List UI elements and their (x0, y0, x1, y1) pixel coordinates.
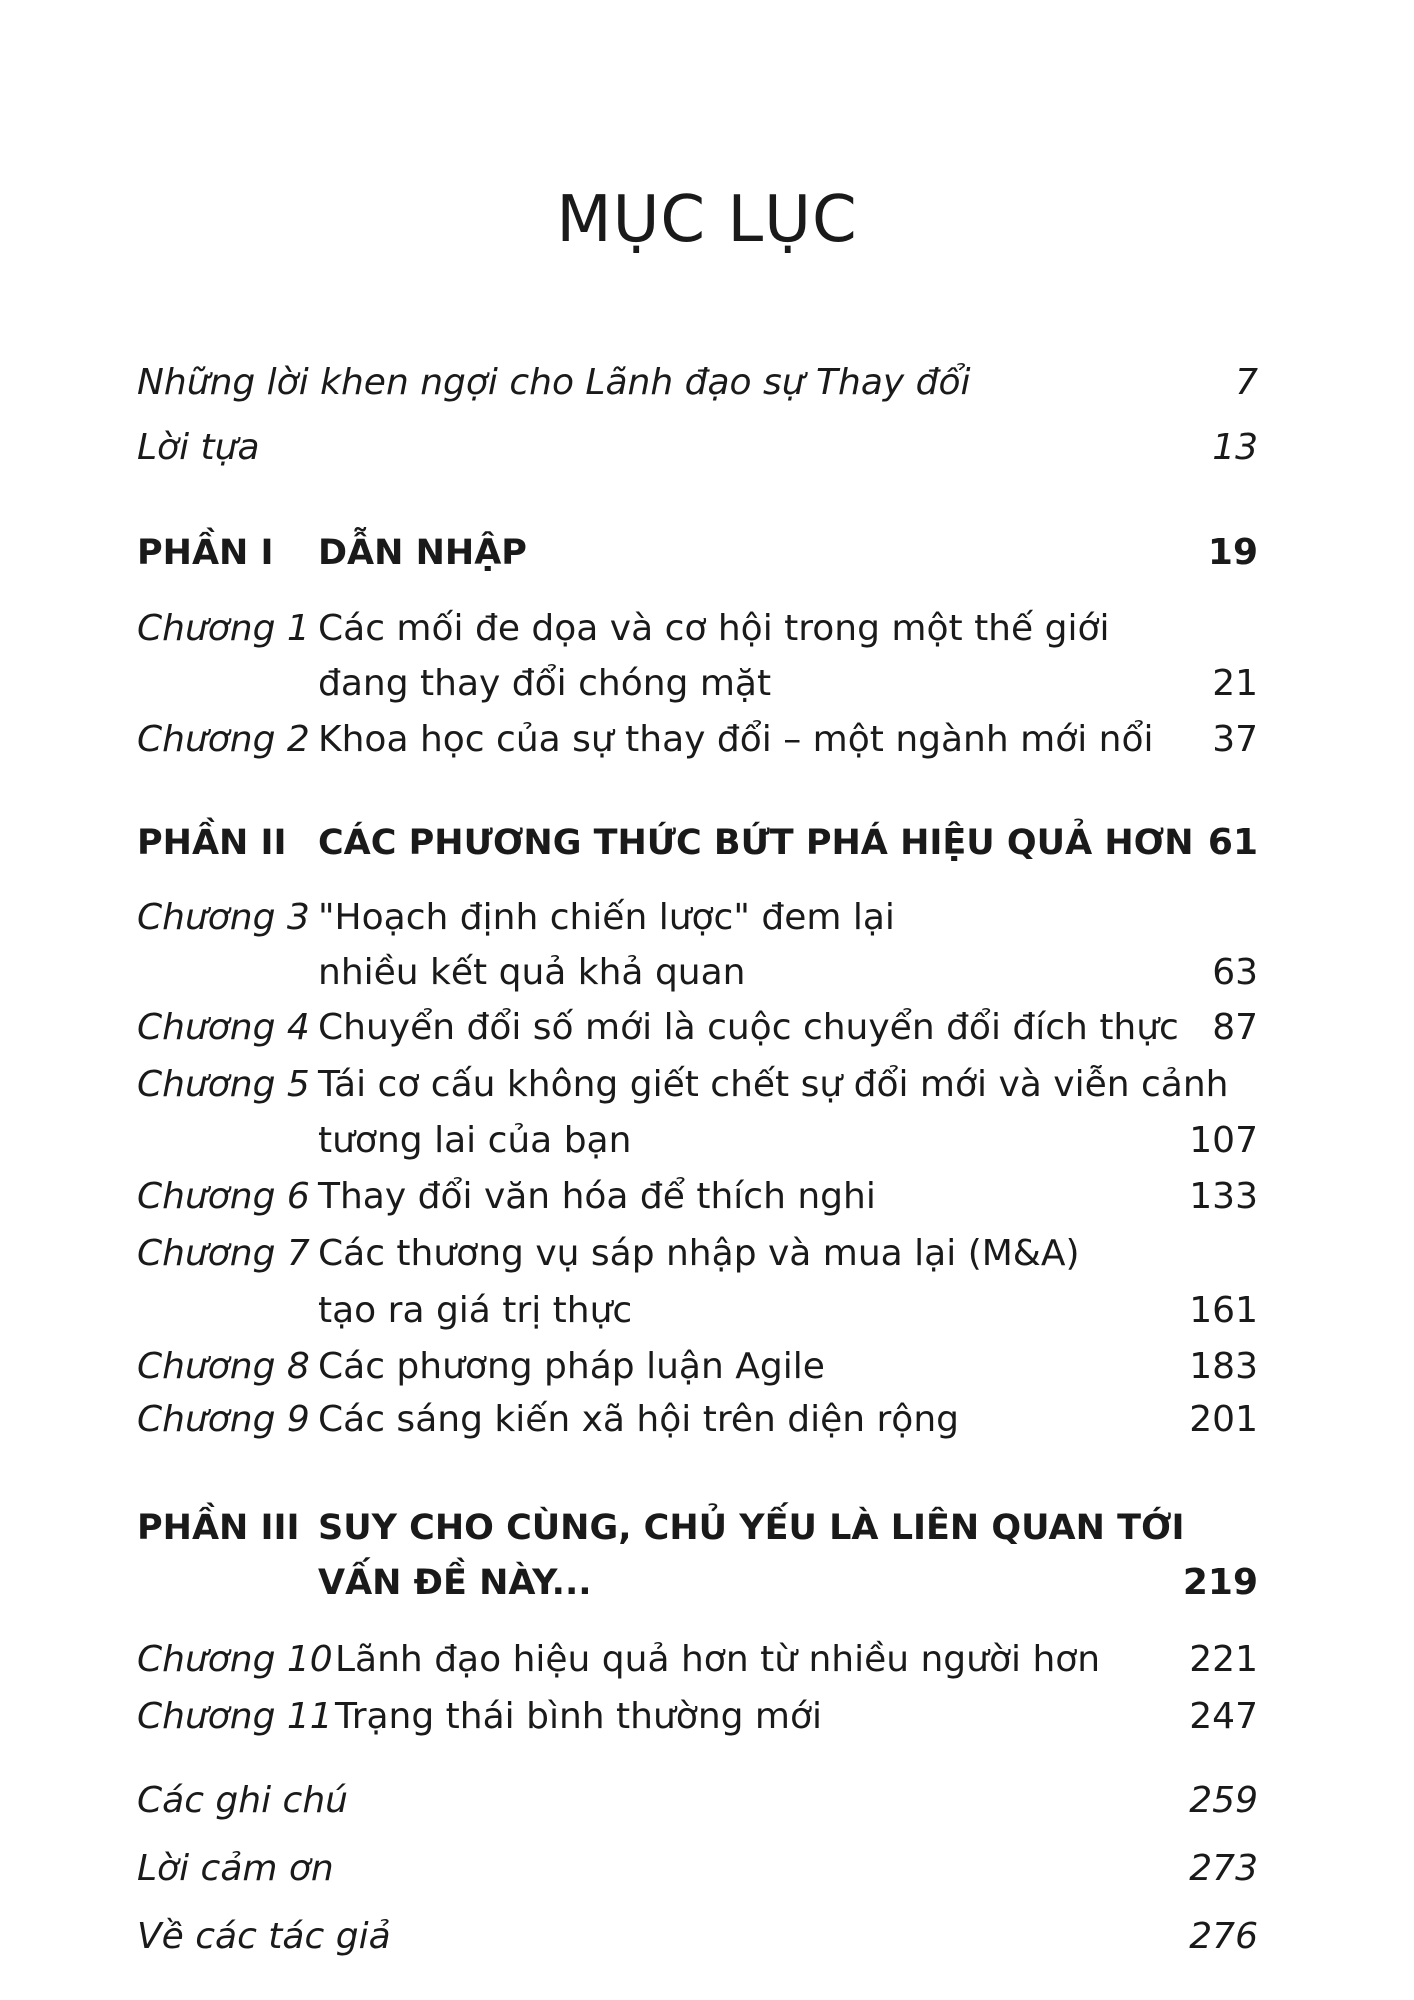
chapter-title: Trạng thái bình thường mới (335, 1696, 823, 1737)
chapter-label: Chương 8 (137, 1346, 310, 1387)
chapter-page: 63 (1212, 952, 1258, 993)
toc-chapter-10 (0, 1632, 1414, 1688)
chapter-label: Chương 5 (137, 1064, 310, 1105)
chapter-page: 221 (1189, 1639, 1258, 1680)
entry-page: 273 (1189, 1848, 1258, 1889)
toc-chapter-2 (0, 712, 1414, 768)
toc-chapter-7-cont (0, 1283, 1414, 1339)
chapter-page: 133 (1189, 1176, 1258, 1217)
part-label: PHẦN III (137, 1508, 300, 1548)
chapter-title-cont: nhiều kết quả khả quan (318, 952, 746, 993)
chapter-label: Chương 2 (137, 719, 310, 760)
toc-entry-about-authors (0, 1909, 1414, 1965)
chapter-title: Các thương vụ sáp nhập và mua lại (M&A) (318, 1233, 1080, 1274)
chapter-title: Tái cơ cấu không giết chết sự đổi mới và viễn cảnh (318, 1064, 1229, 1105)
toc-chapter-3-cont (0, 945, 1414, 1001)
chapter-title-cont: tạo ra giá trị thực (318, 1290, 633, 1331)
toc-entry-preface (0, 420, 1414, 476)
toc-entry-notes (0, 1773, 1414, 1829)
entry-title: Lời tựa (137, 427, 260, 468)
toc-entry-praise (0, 355, 1414, 411)
chapter-page: 107 (1189, 1120, 1258, 1161)
toc-chapter-3 (0, 890, 1414, 946)
chapter-page: 247 (1189, 1696, 1258, 1737)
part-page: 61 (1207, 822, 1258, 863)
toc-chapter-4 (0, 1000, 1414, 1056)
toc-chapter-1-cont (0, 656, 1414, 712)
entry-title: Những lời khen ngợi cho Lãnh đạo sự Thay đổi (137, 362, 971, 403)
toc-chapter-8 (0, 1339, 1414, 1395)
part-title: DẪN NHẬP (318, 533, 527, 573)
entry-page: 7 (1235, 362, 1258, 403)
entry-title: Lời cảm ơn (137, 1848, 334, 1889)
chapter-label: Chương 3 (137, 897, 310, 938)
part-label: PHẦN II (137, 823, 287, 863)
toc-chapter-6 (0, 1169, 1414, 1225)
chapter-label: Chương 6 (137, 1176, 310, 1217)
toc-chapter-5-cont (0, 1113, 1414, 1169)
part-title-cont: VẤN ĐỀ NÀY... (318, 1563, 592, 1603)
toc-chapter-11 (0, 1689, 1414, 1745)
chapter-title: Lãnh đạo hiệu quả hơn từ nhiều người hơn (335, 1639, 1101, 1680)
chapter-page: 161 (1189, 1290, 1258, 1331)
entry-title: Về các tác giả (137, 1916, 391, 1957)
chapter-title-cont: đang thay đổi chóng mặt (318, 663, 772, 704)
chapter-page: 87 (1212, 1007, 1258, 1048)
toc-chapter-1 (0, 601, 1414, 657)
chapter-page: 21 (1212, 663, 1258, 704)
chapter-page: 201 (1189, 1399, 1258, 1440)
entry-title: Các ghi chú (137, 1780, 348, 1821)
chapter-label: Chương 10 (137, 1639, 333, 1680)
part-page: 19 (1207, 532, 1258, 573)
chapter-title: Các sáng kiến xã hội trên diện rộng (318, 1399, 960, 1440)
toc-entry-acknowledgements (0, 1841, 1414, 1897)
chapter-title: Chuyển đổi số mới là cuộc chuyển đổi đích thực (318, 1007, 1179, 1048)
chapter-label: Chương 9 (137, 1399, 310, 1440)
entry-page: 259 (1189, 1780, 1258, 1821)
chapter-title-cont: tương lai của bạn (318, 1120, 632, 1161)
part-title: SUY CHO CÙNG, CHỦ YẾU LÀ LIÊN QUAN TỚI (318, 1508, 1185, 1548)
chapter-title: Thay đổi văn hóa để thích nghi (318, 1176, 876, 1217)
chapter-title: "Hoạch định chiến lược" đem lại (318, 897, 895, 938)
part-page: 219 (1182, 1562, 1258, 1603)
chapter-label: Chương 11 (137, 1696, 333, 1737)
toc-part-3 (0, 1500, 1414, 1556)
toc-part-1 (0, 525, 1414, 581)
toc-part-3-cont (0, 1555, 1414, 1611)
chapter-title: Các mối đe dọa và cơ hội trong một thế giới (318, 608, 1110, 649)
toc-part-2 (0, 815, 1414, 871)
entry-page: 13 (1212, 427, 1258, 468)
entry-page: 276 (1189, 1916, 1258, 1957)
chapter-page: 183 (1189, 1346, 1258, 1387)
chapter-title: Khoa học của sự thay đổi – một ngành mới nổi (318, 719, 1154, 760)
part-title: CÁC PHƯƠNG THỨC BỨT PHÁ HIỆU QUẢ HƠN (318, 823, 1194, 863)
chapter-label: Chương 7 (137, 1233, 310, 1274)
chapter-page: 37 (1212, 719, 1258, 760)
toc-chapter-9 (0, 1392, 1414, 1448)
chapter-title: Các phương pháp luận Agile (318, 1346, 825, 1387)
chapter-label: Chương 4 (137, 1007, 310, 1048)
toc-chapter-5 (0, 1057, 1414, 1113)
toc-chapter-7 (0, 1226, 1414, 1282)
chapter-label: Chương 1 (137, 608, 310, 649)
page-title: MỤC LỤC (556, 183, 858, 257)
part-label: PHẦN I (137, 533, 274, 573)
